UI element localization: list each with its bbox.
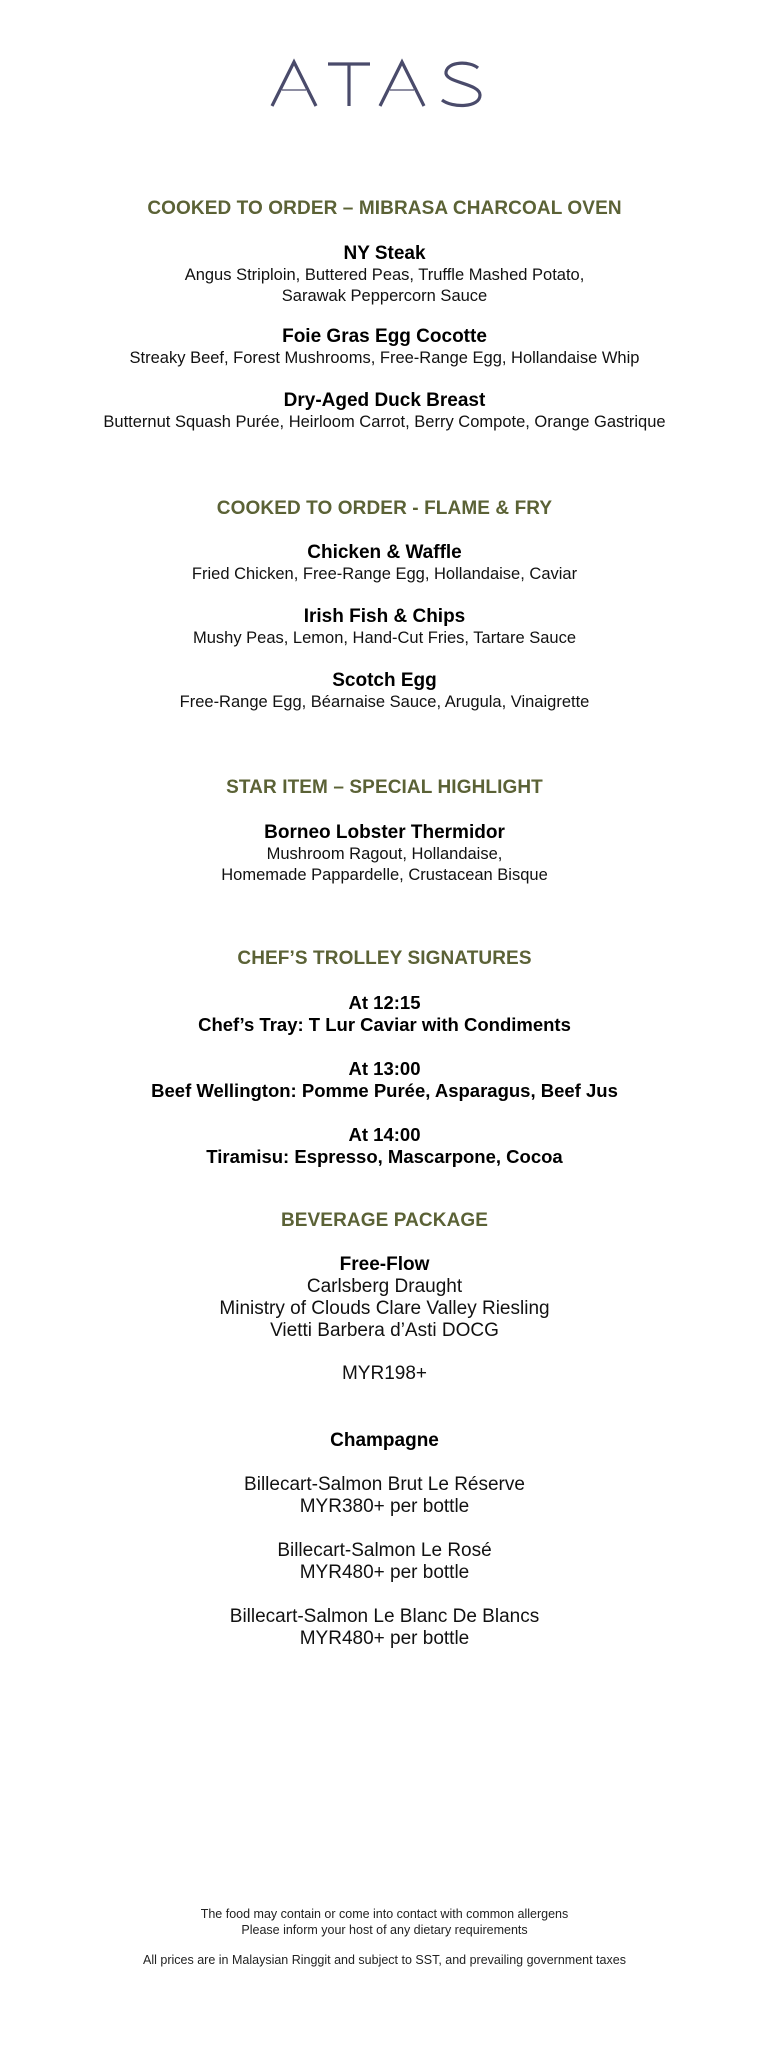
section-title: STAR ITEM – SPECIAL HIGHLIGHT (226, 777, 543, 798)
dish-name: Dry-Aged Duck Breast (283, 390, 486, 411)
trolley-item: Chef’s Tray: T Lur Caviar with Condiments (198, 1014, 571, 1035)
dish-description: Free-Range Egg, Béarnaise Sauce, Arugula, Vinaigrette (179, 693, 590, 711)
section-title: CHEF’S TROLLEY SIGNATURES (237, 948, 532, 969)
dish-name: Borneo Lobster Thermidor (264, 822, 505, 843)
freeflow-package (0, 1254, 769, 1342)
trolley-time: At 12:15 (348, 992, 421, 1013)
price: MYR198+ (341, 1363, 428, 1384)
section-title: COOKED TO ORDER - FLAME & FRY (216, 498, 553, 519)
dish-lobster-thermidor (0, 822, 769, 886)
dish-scotch-egg (0, 670, 769, 713)
dish-description: Mushroom Ragout, Hollandaise, (266, 845, 503, 863)
section-title: BEVERAGE PACKAGE (280, 1210, 489, 1231)
champagne-price: MYR480+ per bottle (299, 1562, 470, 1583)
section-chefs-trolley (0, 948, 769, 970)
champagne-item (0, 1540, 769, 1584)
trolley-item: Beef Wellington: Pomme Purée, Asparagus, Beef Jus (151, 1080, 618, 1101)
dish-name: Scotch Egg (332, 670, 437, 691)
dish-description: Butternut Squash Purée, Heirloom Carrot, Berry Compote, Orange Gastrique (103, 413, 666, 431)
footer-prices (0, 1952, 769, 1968)
trolley-slot (0, 1058, 769, 1102)
dish-description: Sarawak Peppercorn Sauce (281, 287, 488, 305)
atas-logo (0, 58, 769, 115)
section-mibrasa (0, 198, 769, 220)
trolley-item: Tiramisu: Espresso, Mascarpone, Cocoa (206, 1146, 563, 1167)
dish-chicken-waffle (0, 542, 769, 585)
dish-description: Streaky Beef, Forest Mushrooms, Free-Range Egg, Hollandaise Whip (129, 349, 640, 367)
section-title: COOKED TO ORDER – MIBRASA CHARCOAL OVEN (147, 198, 622, 219)
atas-logo-mark (270, 58, 500, 110)
section-star-item (0, 777, 769, 799)
dish-description: Mushy Peas, Lemon, Hand-Cut Fries, Tartare Sauce (192, 629, 577, 647)
freeflow-price (0, 1363, 769, 1385)
footer-line: The food may contain or come into contact with common allergens (200, 1907, 569, 1921)
section-beverage (0, 1210, 769, 1232)
section-flame-fry (0, 498, 769, 520)
footer-allergens (0, 1906, 769, 1938)
beverage-line: Ministry of Clouds Clare Valley Riesling (219, 1298, 550, 1319)
dish-duck-breast (0, 390, 769, 433)
dish-description: Fried Chicken, Free-Range Egg, Hollandaise, Caviar (191, 565, 578, 583)
trolley-time: At 14:00 (348, 1124, 421, 1145)
dish-fish-chips (0, 606, 769, 649)
dish-description: Homemade Pappardelle, Crustacean Bisque (221, 866, 548, 884)
dish-name: Irish Fish & Chips (303, 606, 466, 627)
trolley-time: At 13:00 (348, 1058, 421, 1079)
champagne-heading: Champagne (330, 1430, 439, 1451)
footer-line: Please inform your host of any dietary requirements (241, 1923, 528, 1937)
champagne-name: Billecart-Salmon Le Blanc De Blancs (229, 1606, 540, 1627)
champagne-name: Billecart-Salmon Brut Le Réserve (244, 1474, 525, 1495)
dish-name: Foie Gras Egg Cocotte (282, 326, 487, 347)
footer-line: All prices are in Malaysian Ringgit and subject to SST, and prevailing government taxes (143, 1953, 626, 1967)
trolley-slot (0, 992, 769, 1036)
beverage-line: Vietti Barbera d’Asti DOCG (270, 1320, 499, 1341)
dish-name: Chicken & Waffle (307, 542, 462, 563)
champagne-price: MYR380+ per bottle (299, 1496, 470, 1517)
dish-description: Angus Striploin, Buttered Peas, Truffle Mashed Potato, (184, 266, 585, 284)
dish-ny-steak (0, 243, 769, 307)
champagne-item (0, 1606, 769, 1650)
freeflow-heading: Free-Flow (339, 1254, 430, 1275)
champagne-name: Billecart-Salmon Le Rosé (277, 1540, 492, 1561)
champagne-heading-block (0, 1430, 769, 1452)
dish-name: NY Steak (343, 243, 426, 264)
champagne-item (0, 1474, 769, 1518)
beverage-line: Carlsberg Draught (306, 1276, 463, 1297)
dish-foie-gras (0, 326, 769, 369)
trolley-slot (0, 1124, 769, 1168)
champagne-price: MYR480+ per bottle (299, 1628, 470, 1649)
